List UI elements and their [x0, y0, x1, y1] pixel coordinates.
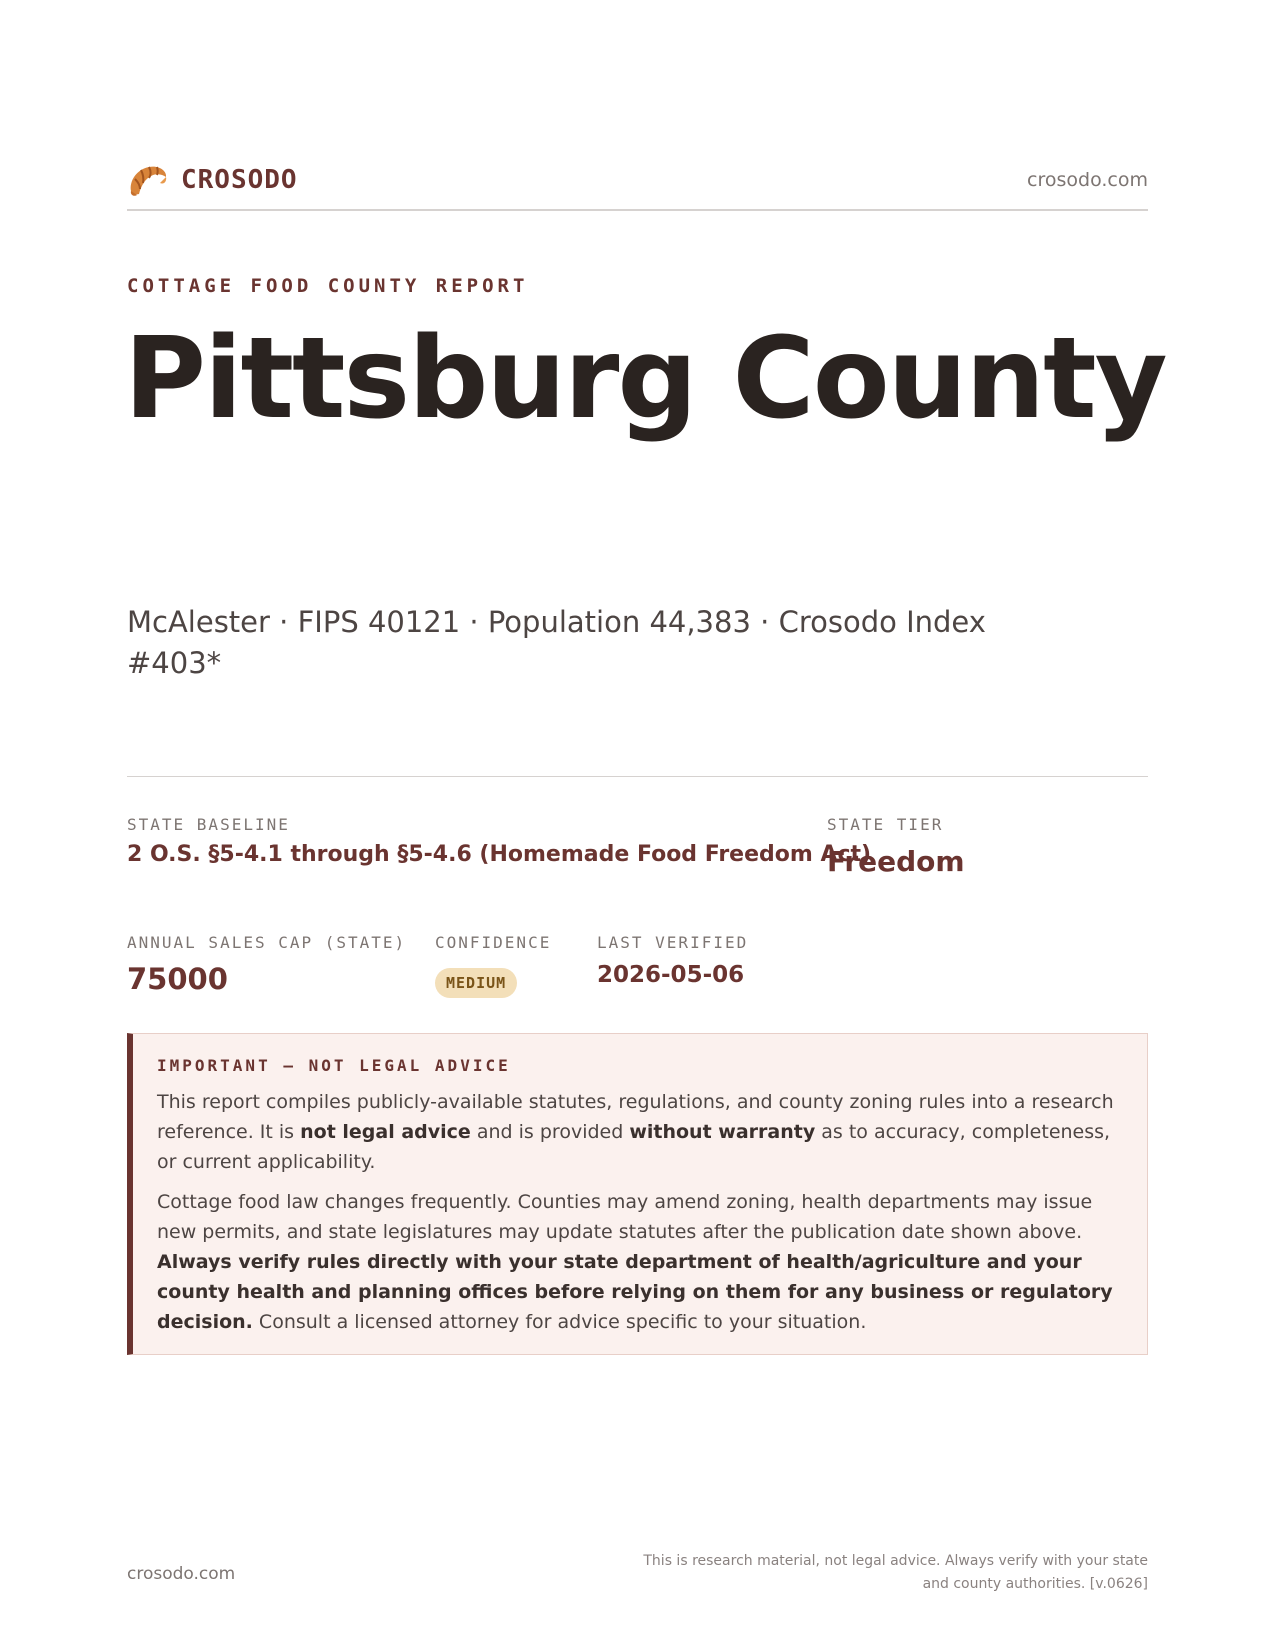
croissant-icon [127, 161, 169, 199]
page-header [127, 155, 1148, 205]
header-url-link[interactable]: crosodo.com [1027, 169, 1148, 191]
last-verified-value: 2026-05-06 [597, 962, 745, 988]
report-subtitle: McAlester · FIPS 40121 · Population 44,383 · Crosodo Index #403* [127, 605, 986, 680]
report-page [124, 0, 1166, 1650]
state-tier-value: Freedom [827, 845, 965, 878]
notice-paragraph-1: This report compiles publicly-available statutes, regulations, and county zoning rules into a research reference. It is not legal advice and is provided without warranty as to accuracy, completeness, or current applicability. [157, 1091, 1114, 1173]
sales-cap-label: ANNUAL SALES CAP (STATE) [127, 933, 407, 952]
brand-name: CROSODO [181, 165, 298, 195]
header-divider [127, 209, 1148, 211]
confidence-badge: MEDIUM [435, 968, 517, 998]
notice-title: IMPORTANT — NOT LEGAL ADVICE [157, 1056, 511, 1075]
notice-paragraph-2: Cottage food law changes frequently. Counties may amend zoning, health departments may issue new permits, and state legislatures may update statutes after the publication date shown above. Always verify rules directly with your state department of health/agriculture and your county health and planning offices before relying on them for any business or regulatory decision. Consult a licensed attorney for advice specific to your situation. [157, 1191, 1113, 1333]
state-baseline-label: STATE BASELINE [127, 815, 290, 834]
confidence-label: CONFIDENCE [435, 933, 552, 952]
page-title: Pittsburg County [124, 314, 1166, 444]
state-baseline-value: 2 O.S. §5-4.1 through §5-4.6 (Homemade Food Freedom Act) [127, 842, 872, 867]
sales-cap-value: 75000 [127, 962, 228, 996]
legal-notice [127, 1033, 1148, 1355]
brand[interactable] [127, 161, 298, 199]
last-verified-label: LAST VERIFIED [597, 933, 749, 952]
state-tier-label: STATE TIER [827, 815, 944, 834]
footer-disclaimer: This is research material, not legal advice. Always verify with your state and county authorities. [v.0626] [643, 1553, 1148, 1592]
section-divider [127, 776, 1148, 777]
footer-url-link[interactable]: crosodo.com [127, 1564, 236, 1584]
report-eyebrow: COTTAGE FOOD COUNTY REPORT [127, 275, 529, 297]
